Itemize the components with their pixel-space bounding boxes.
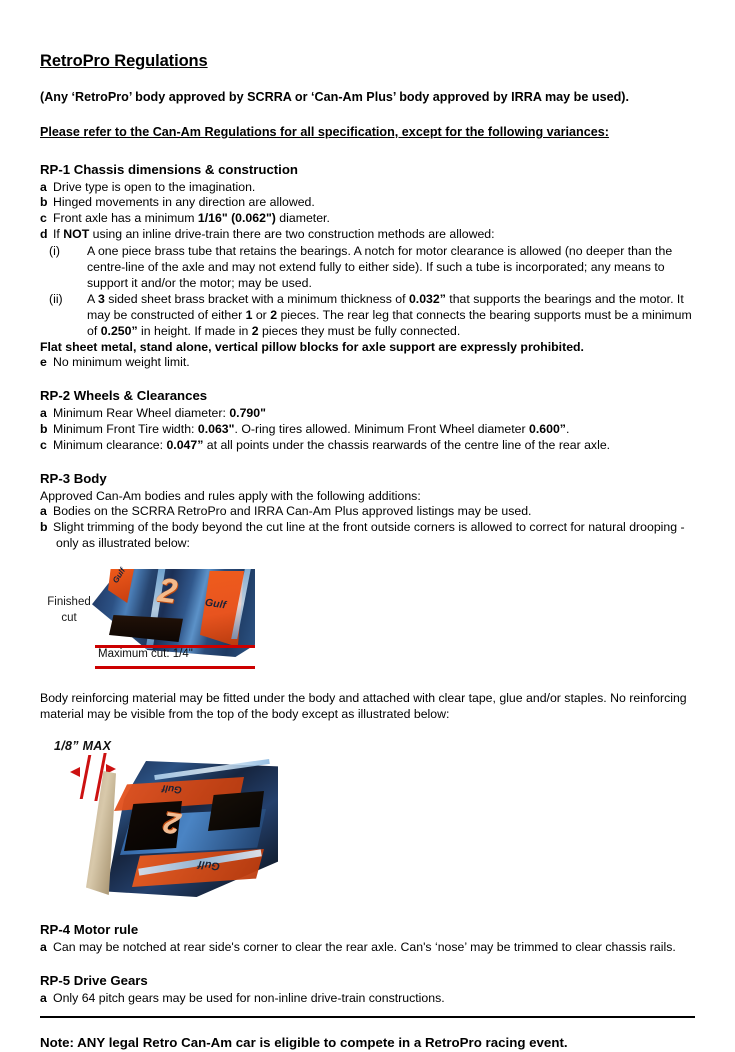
section-rp5: [40, 973, 695, 1007]
rp1-roman-ii-b2: 0.032”: [408, 292, 446, 307]
section-rp2-heading: RP-2 Wheels & Clearances: [40, 388, 208, 404]
max-cut-line-bottom: [95, 666, 255, 669]
rp1-roman-i-marker: (i): [49, 243, 60, 258]
rp3-reinforcing-note: Body reinforcing material may be fitted under the body and attached with clear tape, glue and/or staples. No reinforcing material may be visible from the top of the body except as illustrated below:: [40, 691, 687, 722]
gulf-logo-lower: Gulf: [197, 857, 221, 873]
document-content: [40, 52, 695, 1052]
refer-to-canam-note: Please refer to the Can-Am Regulations for all specification, except for the following variances:: [40, 124, 609, 139]
rp1-roman-ii-b4: 2: [270, 308, 278, 323]
rp1-roman-ii-p2: sided sheet brass bracket with a minimum thickness of: [104, 292, 409, 307]
section-rp3: [40, 471, 695, 897]
rp4-item-a: [40, 940, 695, 956]
rp1-item-b: [40, 195, 695, 211]
rp2-item-a: [40, 406, 695, 422]
max-thickness-label: 1/8” MAX: [54, 738, 112, 753]
rp1-roman-i-text: A one piece brass tube that retains the bearings. A notch for motor clearance is allowed (no deeper than the centre-line of the axle and may not extend fully to either side). If such a tube is incorporated; any means to support it and/or the motor; may be used.: [87, 243, 673, 291]
rp1-item-c-marker: c: [40, 211, 47, 226]
max-cut-label: Maximum cut: 1/4": [98, 648, 193, 661]
rp5-item-a-marker: a: [40, 990, 47, 1005]
spacer-after-figure2: [40, 911, 695, 922]
rp1-prohibited-note: [40, 340, 695, 356]
rp4-item-a-marker: a: [40, 939, 47, 954]
rp1-roman-ii: [40, 291, 695, 339]
rp2-item-c-pre: Minimum clearance:: [53, 437, 167, 452]
rp3-item-a-text: Bodies on the SCRRA RetroPro and IRRA Can-Am Plus approved listings may be used.: [53, 504, 532, 519]
rp2-item-b-value2: 0.600”: [529, 421, 566, 436]
rp3-item-a-marker: a: [40, 504, 47, 519]
rp1-item-d-text-pre: If: [53, 227, 64, 242]
rp2-item-b: [40, 422, 695, 438]
rp5-item-a: [40, 991, 695, 1007]
rp2-item-c: [40, 438, 695, 454]
body-approval-note: (Any ‘RetroPro’ body approved by SCRRA or ‘Can-Am Plus’ body approved by IRRA may be used).: [40, 90, 629, 105]
rp1-item-d-emphasis: NOT: [63, 227, 90, 242]
rp1-item-c-text-pre: Front axle has a minimum: [53, 211, 198, 226]
rp1-item-b-marker: b: [40, 195, 48, 210]
rp4-item-a-text: Can may be notched at rear side's corner to clear the rear axle. Can's ‘nose’ may be trimmed to clear chassis rails.: [53, 939, 676, 954]
page-title: RetroPro Regulations: [40, 52, 208, 70]
rp2-item-b-mid: . O-ring tires allowed. Minimum Front Wheel diameter: [234, 421, 530, 436]
rp1-roman-ii-p6: in height. If made in: [137, 324, 252, 339]
rp1-roman-ii-b1: 3: [97, 292, 105, 307]
rp1-item-a-text: Drive type is open to the imagination.: [53, 179, 256, 194]
rp1-roman-ii-p7: pieces they must be fully connected.: [258, 324, 461, 339]
rp2-item-a-value: 0.790": [229, 406, 266, 421]
livery-number-decal: 2: [155, 571, 179, 611]
rp1-roman-i: [40, 243, 695, 291]
rp1-item-a: [40, 180, 695, 196]
dark-panel-right: [208, 791, 264, 831]
rp1-item-e-text: No minimum weight limit.: [53, 355, 190, 370]
rp2-item-c-value: 0.047”: [166, 437, 204, 452]
livery-number-decal: 2: [161, 804, 183, 840]
rp2-item-b-post: .: [565, 421, 570, 436]
rp1-item-c: [40, 211, 695, 227]
rp1-item-e-marker: e: [40, 355, 47, 370]
rp3-item-a: [40, 504, 695, 520]
rp1-roman-ii-b3: 1: [245, 308, 253, 323]
rp1-roman-ii-p3: that supports the bearings and the motor. It may be constructed of either: [87, 292, 684, 323]
gulf-logo-top-left: Gulf: [110, 566, 128, 585]
section-rp3-heading: RP-3 Body: [40, 470, 107, 486]
section-rp5-heading: RP-5 Drive Gears: [40, 972, 148, 988]
rp1-roman-ii-b5: 0.250”: [100, 324, 138, 339]
rp1-item-b-text: Hinged movements in any direction are allowed.: [53, 195, 315, 210]
rp1-item-d-text-post: using an inline drive-train there are two construction methods are allowed:: [89, 227, 495, 242]
spacer-before-note: [40, 1023, 695, 1034]
rp3-item-b: [40, 520, 695, 552]
section-rp1-heading: RP-1 Chassis dimensions & construction: [40, 161, 298, 177]
rp1-item-a-marker: a: [40, 179, 47, 194]
rp2-item-a-pre: Minimum Rear Wheel diameter:: [53, 406, 230, 421]
rp3-intro: Approved Can-Am bodies and rules apply with the following additions:: [40, 488, 421, 503]
rp2-item-a-marker: a: [40, 406, 47, 421]
figure-finished-cut: [40, 566, 255, 669]
gulf-logo-right: Gulf: [204, 596, 227, 612]
section-rp4: [40, 922, 695, 956]
rp3-item-b-marker: b: [40, 520, 48, 535]
rp1-roman-ii-p1: A: [87, 292, 98, 307]
spacer-after-figure1: [40, 669, 695, 690]
rp1-item-e: [40, 355, 695, 371]
figure-reinforcement-max: [48, 739, 278, 897]
rp1-prohibited-tail: .: [580, 339, 584, 354]
closing-note: Note: ANY legal Retro Can-Am car is eligible to compete in a RetroPro racing event.: [40, 1035, 568, 1051]
rp3-item-b-text: Slight trimming of the body beyond the cut line at the front outside corners is allowed to correct for natural drooping - only as illustrated below:: [53, 520, 685, 551]
section-rp2: [40, 388, 695, 453]
rp1-item-c-text-post: diameter.: [275, 211, 330, 226]
rp1-roman-ii-marker: (ii): [49, 292, 63, 307]
figure-reinforcement-photo: [58, 761, 278, 897]
rp2-item-c-marker: c: [40, 437, 47, 452]
rp1-item-d-marker: d: [40, 227, 48, 242]
finished-cut-label: Finished cut: [47, 596, 91, 624]
gulf-logo-upper: Gulf: [161, 782, 183, 795]
rp2-item-b-value1: 0.063": [197, 421, 235, 436]
rp1-roman-ii-b6: 2: [251, 324, 259, 339]
body-shadow-edge: [109, 615, 183, 642]
rp2-item-b-pre: Minimum Front Tire width:: [53, 421, 198, 436]
rp1-roman-ii-p5: pieces. The rear leg that connects the bearing supports must be a minimum of: [87, 308, 692, 339]
rp1-item-c-dimension: 1/16" (0.062"): [197, 211, 276, 226]
rp1-prohibited-text: Flat sheet metal, stand alone, vertical pillow blocks for axle support are expressly prohibited: [40, 339, 581, 354]
section-rp4-heading: RP-4 Motor rule: [40, 921, 139, 937]
rp5-item-a-text: Only 64 pitch gears may be used for non-inline drive-train constructions.: [53, 990, 445, 1005]
rp2-item-c-post: at all points under the chassis rearwards of the centre line of the rear axle.: [203, 437, 611, 452]
footer-divider: [40, 1016, 695, 1018]
figure-finished-cut-photo: [92, 566, 255, 657]
rp2-item-b-marker: b: [40, 421, 48, 436]
rp1-roman-ii-p4: or: [252, 308, 271, 323]
rp1-item-d: [40, 227, 695, 243]
section-rp1: [40, 162, 695, 372]
